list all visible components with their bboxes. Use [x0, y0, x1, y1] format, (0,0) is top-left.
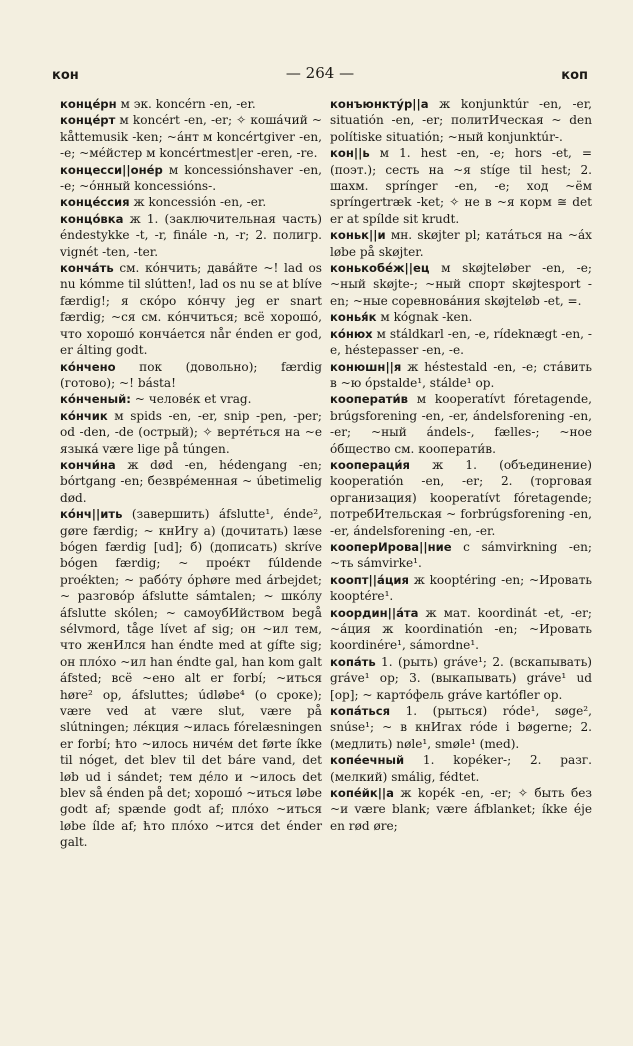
dictionary-entry [60, 260, 322, 358]
entry-definition: м skøjteløber -en, -e; ~ный skøjte-; ~ный спорт skøjtesport -en; ~ные соревновáния skøjteløb -et, =. [330, 261, 592, 308]
dictionary-entry [330, 572, 592, 605]
dictionary-entry [60, 391, 322, 407]
right-column [330, 96, 592, 834]
entry-definition: 1. (рыться) róde¹, søge², snúse¹; ~ в кнИгах róde i bøgerne; 2. (медлить) nøle¹, smøle¹ (med). [330, 704, 592, 751]
entry-definition: (завершить) áfslutte¹, énde², gøre færdig; ~ кнИгу a) (дочитать) læse bógen færdig [ud]; б) (дописать) skríve bógen færdig; ~ проéкт fúldende proékten; ~ рабóту óphøre med árbejdet; ~ разговóр áfslutte sámtalen; ~ шкóлу áfslutte skólen; ~ самоубИйством begå sélvmord, tåge lívet af sig; он ~ил тем, что женИлся han éndte med at gífte sig; он плóхо ~ил han éndte gal, han kom galt áfsted; всё ~ено alt er forbí; ~иться høre² op, áfsluttes; údløbe⁴ (о сроке); være ved at være slut, være på slútningen; лéкция ~илась fórelæsningen er forbí; ћто ~илось ничéм det førte íkke til nóget, det blev til det báre vand, det løb ud i sándet; тем дéло и ~илось det blev så énden på det; хорошó ~иться løbe godt af; spænde godt af; плóхо ~иться løbe ílde af; ћто плóхо ~ится det énder galt. [60, 507, 322, 850]
entry-headword: кóнченый: [60, 392, 131, 407]
entry-definition: ж héstestald -en, -e; стáвить в ~ю ópstalde¹, stálde¹ op. [330, 359, 592, 390]
entry-headword: копéечный [330, 753, 405, 768]
dictionary-entry [330, 785, 592, 834]
dictionary-entry [330, 391, 592, 457]
entry-definition: м stáldkarl -en, -e, rídeknægt -en, -e, héstepasser -en, -e. [330, 326, 592, 358]
entry-definition: ж 1. (объединение) kooperatión -en, -er; 2. (торговая организация) kooperatívt fóretagende; потребИтельская ~ forbrúgsforening -en, -er, ándelsforening -en, -er. [330, 457, 592, 538]
entry-headword: кон||ь [330, 146, 370, 161]
entry-definition: ж kooptéring -en; ~Ировать kooptére¹. [330, 572, 592, 604]
entry-definition: ж koncessión -en, -er. [129, 195, 267, 210]
entry-definition: 1. (рыть) gráve¹; 2. (вскапывать) gráve¹ op; 3. (выкапывать) gráve¹ ud [op]; ~ картóфель gráve kartófler op. [330, 654, 592, 702]
page-header [52, 64, 588, 88]
entry-headword: коопераци́я [330, 457, 410, 472]
entry-headword: коньк||и [330, 228, 386, 243]
entry-headword: кóнчено [60, 359, 116, 374]
entry-headword: копáться [330, 704, 391, 719]
dictionary-entry [60, 457, 322, 506]
dictionary-entry [330, 359, 592, 392]
entry-definition: см. кóнчить; давáйте ~! lad os nu kómme til slútten!, lad os nu se at blíve færdig!; я скóро кóнчу jeg er snart færdig; ~ся см. кóнчиться; всё хорошó, что хорошó кончáется når énden er god, er álting godt. [60, 261, 322, 358]
dictionary-entry [60, 96, 322, 112]
entry-definition: ж kopék -en, -er; ✧ быть без ~и være blank; være áfblanket; íkke éje en rød øre; [330, 786, 592, 833]
dictionary-entry [330, 309, 592, 325]
entry-definition: м kooperatívt fóretagende, brúgsforening -en, -er, ándelsforening -en, -er; ~ный ándels-, fælles-; ~ное óбщество см. кооперати́в. [330, 392, 592, 456]
dictionary-entry [60, 194, 322, 210]
dictionary-entry [330, 605, 592, 654]
entry-headword: координ||áта [330, 605, 419, 620]
entry-definition: пок (довольно); færdig (готово); ~! básta! [60, 359, 322, 390]
entry-definition: мн. skøjter pl; катáться на ~áх løbe på skøjter. [330, 228, 592, 259]
entry-headword: концóвка [60, 211, 124, 226]
dictionary-entry [60, 211, 322, 260]
entry-definition: м 1. hest -en, -e; hors -et, = (поэт.); сесть на ~я stíge til hest; 2. шахм. spríngеr -en, -e; ход ~ём spríngertræk -ket; ✧ не в ~я корм ≅ det er at spílde sit krudt. [330, 146, 592, 226]
entry-definition: 1. kopéker-; 2. разг. (мелкий) smálig, fédtet. [330, 753, 592, 784]
right-guide-word: коп [561, 68, 588, 83]
dictionary-entry [330, 227, 592, 260]
entry-definition: ж konjunktúr -en, -er, situatión -en, -er; политИческая ~ den polítiske situatión; ~ный konjunktúr-. [330, 97, 592, 144]
entry-headword: копáть [330, 654, 376, 669]
dictionary-entry [60, 506, 322, 851]
entry-headword: кóнч||ить [60, 507, 123, 522]
dictionary-entry [330, 752, 592, 785]
entry-definition: ж 1. (заключительная часть) éndestykke -t, -r, finále -n, -r; 2. полигр. vignét -ten, -ter. [60, 211, 322, 259]
entry-headword: конья́к [330, 310, 377, 325]
dictionary-entry [330, 326, 592, 359]
dictionary-entry [330, 457, 592, 539]
entry-headword: копéйк||а [330, 786, 394, 801]
left-guide-word: кон [52, 68, 79, 83]
entry-definition: м kógnak -ken. [376, 310, 473, 325]
dictionary-entry [330, 703, 592, 752]
entry-definition: с sámvirkning -en; ~ть sámvirke¹. [330, 539, 592, 571]
entry-headword: концесси||онéр [60, 162, 163, 177]
entry-headword: конъюнктýр||а [330, 97, 429, 111]
entry-definition: м koncessiónshaver -en, -e; ~óнный koncessións-. [60, 162, 322, 194]
dictionary-entry [330, 539, 592, 572]
entry-headword: кóнчик [60, 408, 108, 423]
entry-definition: м эк. koncérn -en, -er. [116, 97, 256, 111]
page-number: — 264 — [285, 64, 355, 82]
entry-headword: кооперИрова||ние [330, 539, 452, 554]
entry-headword: кóнюх [330, 326, 373, 341]
entry-headword: кончи́на [60, 457, 116, 472]
entry-definition: ж мат. koordinát -et, -er; ~áция ж koordinatión -en; ~Ировать koordinére¹, sámordne¹. [330, 605, 592, 653]
entry-definition: м spids -en, -er, snip -pen, -per; od -den, -de (острый); ✧ вертéться на ~е языкá være lige på túngen. [60, 408, 322, 456]
dictionary-entry [330, 260, 592, 309]
entry-headword: концéрн [60, 97, 117, 111]
entry-definition: м koncért -en, -er; ✧ кошáчий ~ kåttemusik -ken; ~áнт м koncértgiver -en, -e; ~мéйстер м koncértmest|er -eren, -re. [60, 113, 322, 161]
entry-headword: кончáть [60, 261, 114, 276]
entry-headword: концéрт [60, 113, 116, 128]
entry-headword: кооперати́в [330, 392, 408, 407]
dictionary-entry [330, 654, 592, 703]
dictionary-entry [330, 145, 592, 227]
entry-headword: конюшн||я [330, 359, 402, 374]
entry-definition: ж død -en, hédengang -en; bórtgang -en; безврéменная ~ úbetimelig død. [60, 457, 322, 505]
left-column [60, 96, 322, 851]
dictionary-entry [60, 162, 322, 195]
entry-headword: коопт||áция [330, 572, 409, 587]
dictionary-entry [60, 359, 322, 392]
entry-headword: концéссия [60, 195, 130, 210]
dictionary-entry [60, 408, 322, 457]
dictionary-entry [330, 96, 592, 145]
entry-definition: ~ человéк et vrag. [130, 392, 252, 407]
entry-headword: конькобéж||ец [330, 261, 430, 276]
dictionary-entry [60, 112, 322, 161]
